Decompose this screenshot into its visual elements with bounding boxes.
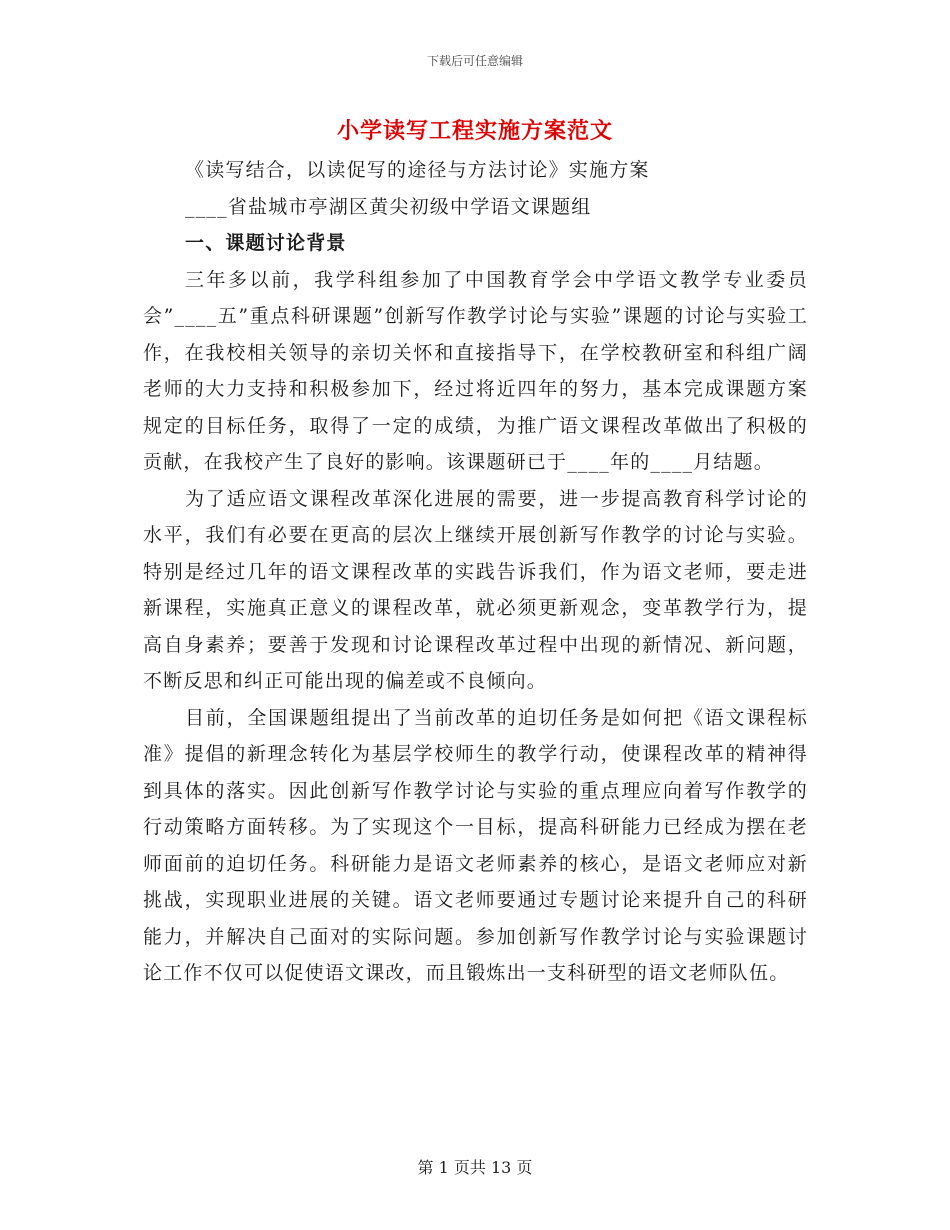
body-paragraph-3: 目前，全国课题组提出了当前改革的迫切任务是如何把《语文课程标准》提倡的新理念转化为基层学校师生的教学行动，使课程改革的精神得到具体的落实。因此创新写作教学讨论与实验的重点理应向着写作教学的行动策略方面转移。为了实现这个一目标，提高科研能力已经成为摆在老师面前的迫切任务。科研能力是语文老师素养的核心，是语文老师应对新挑战，实现职业进展的关键。语文老师要通过专题讨论来提升自己的科研能力，并解决自己面对的实际问题。参加创新写作教学讨论与实验课题讨论工作不仅可以促使语文课改，而且锻炼出一支科研型的语文老师队伍。 [143,706,808,984]
author-line: ____省盐城市亭湖区黄尖初级中学语文课题组 [185,195,592,218]
document-title: 小学读写工程实施方案范文 [336,118,613,144]
header-note: 下载后可任意编辑 [426,54,523,68]
body-paragraph-1: 三年多以前，我学科组参加了中国教育学会中学语文教学专业委员会”____五”重点科研课题”创新写作教学讨论与实验”课题的讨论与实验工作，在我校相关领导的亲切关怀和直接指导下，在学校教研室和科组广阔老师的大力支持和积极参加下，经过将近四年的努力，基本完成课题方案规定的目标任务，取得了一定的成绩，为推广语文课程改革做出了积极的贡献，在我校产生了良好的影响。该课题研已于____年的____月结题。 [143,268,808,473]
section-heading: 一、课题讨论背景 [185,232,347,254]
document-subtitle: 《读写结合，以读促写的途径与方法讨论》实施方案 [185,159,650,181]
body-paragraph-2: 为了适应语文课程改革深化进展的需要，进一步提高教育科学讨论的水平，我们有必要在更高的层次上继续开展创新写作教学的讨论与实验。特别是经过几年的语文课程改革的实践告诉我们，作为语文老师，要走进新课程，实施真正意义的课程改革，就必须更新观念，变革教学行为，提高自身素养；要善于发现和讨论课程改革过程中出现的新情况、新问题，不断反思和纠正可能出现的偏差或不良倾向。 [143,487,808,692]
page-footer: 第 1 页共 13 页 [417,1158,533,1177]
document-body [143,152,808,992]
